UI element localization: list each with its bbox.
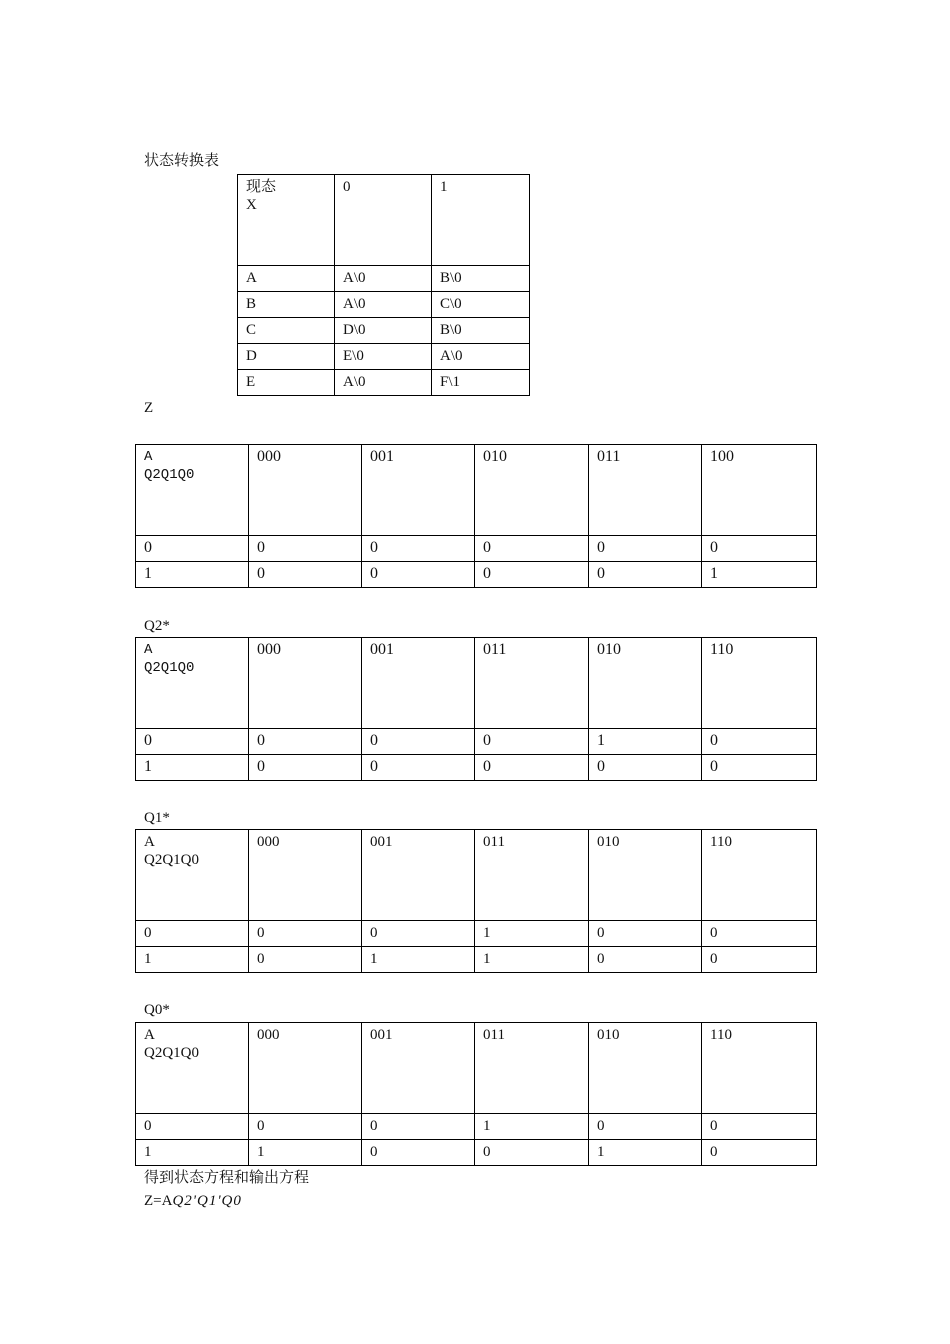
corner-bottom-label: Q2Q1Q0 <box>144 660 195 676</box>
equation-prefix: Z=A <box>144 1193 173 1209</box>
table-cell: 0 <box>475 562 589 588</box>
table-cell: 1 <box>136 562 249 588</box>
corner-top-label: A <box>144 834 155 850</box>
table-cell: 1 <box>702 562 817 588</box>
table-cell: D <box>238 344 335 370</box>
table-cell: A\0 <box>335 292 432 318</box>
equation-terms: Q2'Q1'Q0 <box>172 1193 242 1209</box>
table-row <box>136 729 817 755</box>
column-header: 001 <box>362 1023 475 1114</box>
table-row <box>238 292 530 318</box>
table-cell: 0 <box>362 1140 475 1166</box>
table-cell: A\0 <box>432 344 530 370</box>
table-cell: 0 <box>589 947 702 973</box>
column-header: 010 <box>589 830 702 921</box>
table-cell: 1 <box>475 921 589 947</box>
table-cell: C <box>238 318 335 344</box>
conclusion-text: 得到状态方程和输出方程 <box>144 1170 310 1186</box>
table-cell: F\1 <box>432 370 530 396</box>
table-cell: 0 <box>249 729 362 755</box>
kmap-table-q0 <box>135 1022 817 1166</box>
table-row <box>238 318 530 344</box>
corner-cell <box>136 638 249 729</box>
column-header: 0 <box>335 175 432 266</box>
table-cell: 0 <box>702 1114 817 1140</box>
table-row <box>136 1114 817 1140</box>
table-cell: D\0 <box>335 318 432 344</box>
table-cell: E <box>238 370 335 396</box>
table-cell: A\0 <box>335 370 432 396</box>
table-cell: 0 <box>249 536 362 562</box>
column-header: 011 <box>475 1023 589 1114</box>
table-cell: 0 <box>249 755 362 781</box>
state-table-title: 状态转换表 <box>144 153 220 169</box>
column-header: 000 <box>249 830 362 921</box>
table-cell: E\0 <box>335 344 432 370</box>
output-equation <box>144 1192 242 1210</box>
table-cell: 0 <box>249 921 362 947</box>
table-cell: 1 <box>589 729 702 755</box>
table-cell: B\0 <box>432 266 530 292</box>
table-cell: 1 <box>136 1140 249 1166</box>
table-cell: 0 <box>589 755 702 781</box>
table-cell: 1 <box>249 1140 362 1166</box>
table-row <box>136 921 817 947</box>
table-row <box>238 370 530 396</box>
corner-top-label: 现态 <box>246 179 277 195</box>
corner-bottom-label: Q2Q1Q0 <box>144 1045 199 1061</box>
table-cell: 0 <box>249 562 362 588</box>
table-cell: A\0 <box>335 266 432 292</box>
column-header: 000 <box>249 638 362 729</box>
table-cell: 0 <box>362 755 475 781</box>
table-cell: 0 <box>475 755 589 781</box>
column-header: 011 <box>475 830 589 921</box>
table-cell: A <box>238 266 335 292</box>
table-header-row <box>136 445 817 536</box>
table-cell: 0 <box>589 1114 702 1140</box>
corner-top-label: A <box>144 449 153 465</box>
column-header: 001 <box>362 638 475 729</box>
table-cell: 0 <box>702 755 817 781</box>
table-row <box>136 1140 817 1166</box>
table-cell: C\0 <box>432 292 530 318</box>
table-cell: 0 <box>589 921 702 947</box>
table-cell: 1 <box>136 755 249 781</box>
table-row <box>238 266 530 292</box>
table-cell: 0 <box>589 536 702 562</box>
table-row <box>136 536 817 562</box>
table-header-row <box>136 1023 817 1114</box>
state-transition-table <box>237 174 530 396</box>
table-cell: 1 <box>362 947 475 973</box>
table-cell: 0 <box>362 729 475 755</box>
corner-top-label: A <box>144 1027 155 1043</box>
table-cell: B <box>238 292 335 318</box>
table-header-row <box>136 638 817 729</box>
table-cell: 0 <box>136 921 249 947</box>
kmap-title-q2: Q2* <box>144 618 170 634</box>
column-header: 010 <box>475 445 589 536</box>
table-header-row <box>238 175 530 266</box>
table-cell: B\0 <box>432 318 530 344</box>
column-header: 110 <box>702 638 817 729</box>
table-cell: 1 <box>589 1140 702 1166</box>
table-cell: 0 <box>475 536 589 562</box>
column-header: 001 <box>362 445 475 536</box>
corner-bottom-label: Q2Q1Q0 <box>144 467 195 483</box>
table-row <box>136 755 817 781</box>
table-cell: 0 <box>362 1114 475 1140</box>
column-header: 001 <box>362 830 475 921</box>
table-cell: 0 <box>702 1140 817 1166</box>
table-cell: 0 <box>702 921 817 947</box>
column-header: 1 <box>432 175 530 266</box>
table-cell: 0 <box>136 729 249 755</box>
corner-bottom-label: X <box>246 197 257 213</box>
table-cell: 0 <box>589 562 702 588</box>
table-cell: 0 <box>475 1140 589 1166</box>
table-cell: 0 <box>702 536 817 562</box>
column-header: 011 <box>589 445 702 536</box>
corner-top-label: A <box>144 642 153 658</box>
table-cell: 0 <box>362 921 475 947</box>
column-header: 100 <box>702 445 817 536</box>
table-cell: 0 <box>249 947 362 973</box>
column-header: 000 <box>249 1023 362 1114</box>
table-cell: 0 <box>249 1114 362 1140</box>
table-row <box>238 344 530 370</box>
corner-cell <box>238 175 335 266</box>
corner-cell <box>136 445 249 536</box>
corner-bottom-label: Q2Q1Q0 <box>144 852 199 868</box>
table-cell: 1 <box>475 1114 589 1140</box>
table-cell: 0 <box>362 562 475 588</box>
column-header: 110 <box>702 830 817 921</box>
table-cell: 0 <box>136 536 249 562</box>
table-cell: 0 <box>136 1114 249 1140</box>
table-cell: 1 <box>475 947 589 973</box>
column-header: 010 <box>589 638 702 729</box>
table-cell: 0 <box>702 729 817 755</box>
kmap-table-q2 <box>135 637 817 781</box>
table-row <box>136 562 817 588</box>
kmap-title-q0: Q0* <box>144 1002 170 1018</box>
column-header: 000 <box>249 445 362 536</box>
column-header: 110 <box>702 1023 817 1114</box>
kmap-title-q1: Q1* <box>144 810 170 826</box>
table-header-row <box>136 830 817 921</box>
table-row <box>136 947 817 973</box>
kmap-table-z <box>135 444 817 588</box>
column-header: 011 <box>475 638 589 729</box>
kmap-table-q1 <box>135 829 817 973</box>
table-cell: 0 <box>362 536 475 562</box>
column-header: 010 <box>589 1023 702 1114</box>
corner-cell <box>136 830 249 921</box>
table-cell: 0 <box>475 729 589 755</box>
corner-cell <box>136 1023 249 1114</box>
kmap-title-z: Z <box>144 400 154 416</box>
table-cell: 1 <box>136 947 249 973</box>
table-cell: 0 <box>702 947 817 973</box>
